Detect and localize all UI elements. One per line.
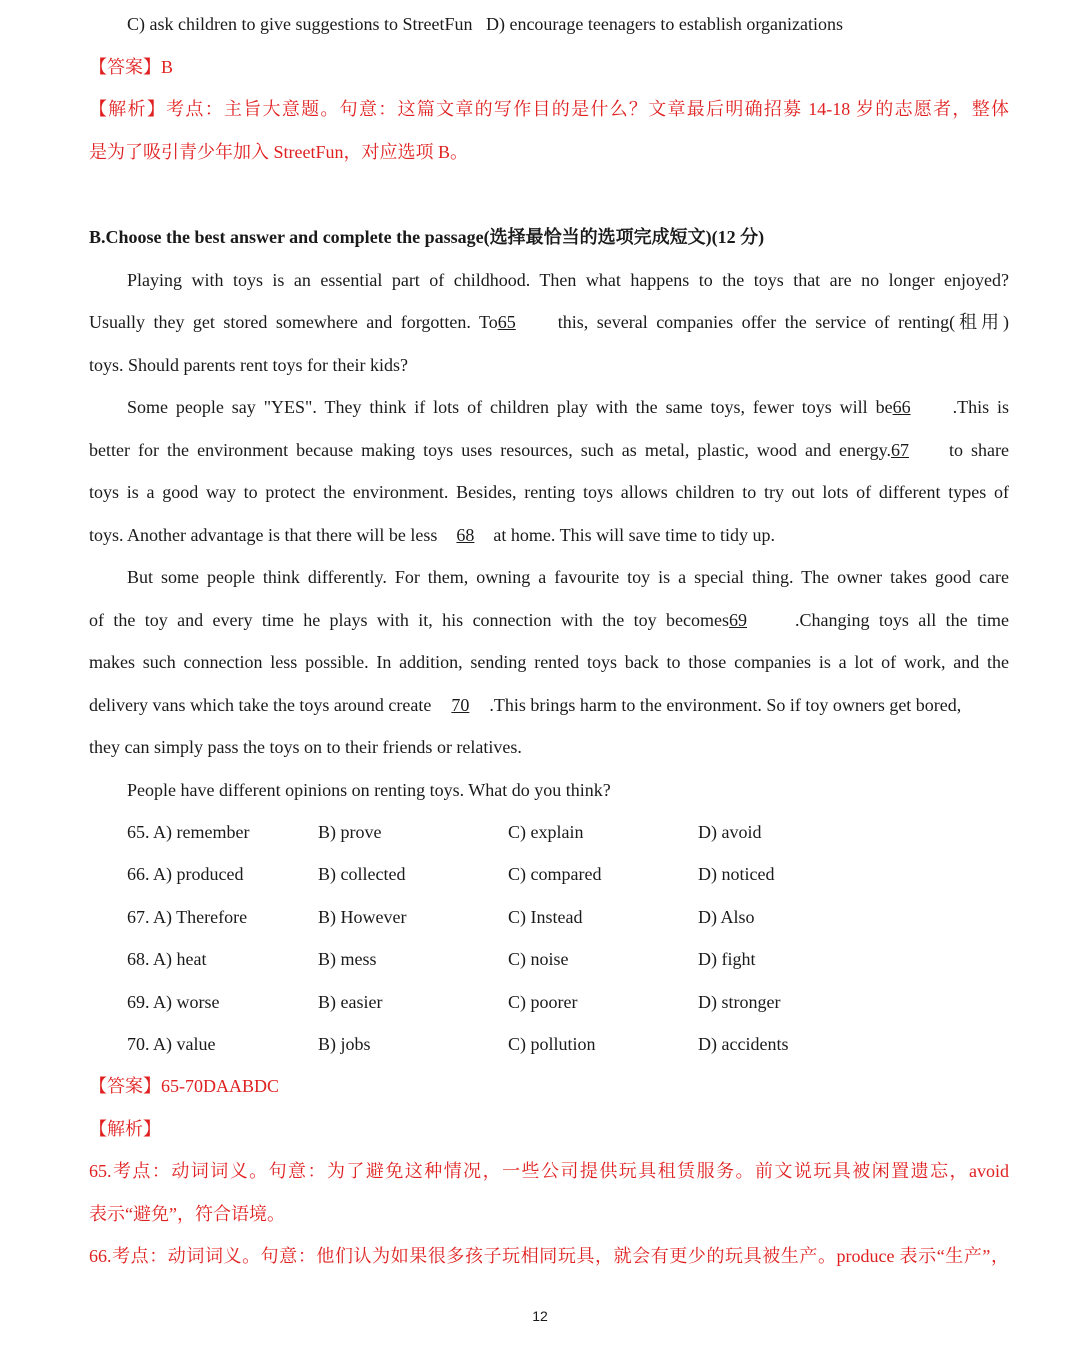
passage-line: makes such connection less possible. In addition, sending rented toys back to those companies is a lot of work, and the [89,652,1009,672]
explanation-line: 表示“避免”，符合语境。 [89,1204,285,1224]
option-a[interactable]: 66. A) produced [127,864,244,884]
option-d[interactable]: D) noticed [698,864,775,884]
option-b[interactable]: B) mess [318,949,377,969]
option-a[interactable]: 68. A) heat [127,949,207,969]
option-d[interactable]: D) fight [698,949,756,969]
passage-line: toys. Should parents rent toys for their kids? [89,355,408,375]
option-a[interactable]: 67. A) Therefore [127,907,248,927]
page-number: 12 [532,1308,548,1324]
blank-68[interactable]: 68 [456,525,475,545]
prev-question-options: C) ask children to give suggestions to StreetFun D) encourage teenagers to establish organizations [127,14,844,34]
passage-line: Some people say "YES". They think if lots of children play with the same toys, fewer toys will be66 .This is [127,397,1009,417]
passage-line: they can simply pass the toys on to their friends or relatives. [89,737,522,757]
section-title: B.Choose the best answer and complete the passage(选择最恰当的选项完成短文)(12 分) [89,227,765,247]
passage-line: toys is a good way to protect the environment. Besides, renting toys allows children to try out lots of different types of [89,482,1009,502]
passage-line: toys. Another advantage is that there will be less 68 at home. This will save time to tidy up. [89,525,776,545]
blank-70[interactable]: 70 [451,695,470,715]
blank-69[interactable]: 69 [729,610,748,630]
option-a[interactable]: 70. A) value [127,1034,216,1054]
passage-line: delivery vans which take the toys around create 70 .This brings harm to the environment. So if toy owners get bored, [89,695,962,715]
option-c[interactable]: C) noise [508,949,569,969]
blank-66[interactable]: 66 [892,397,911,417]
option-c[interactable]: C) Instead [508,907,583,927]
option-a[interactable]: 69. A) worse [127,992,220,1012]
option-d[interactable]: D) avoid [698,822,762,842]
answer-label: 【答案】65-70DAABDC [89,1076,280,1096]
option-b[interactable]: B) jobs [318,1034,371,1054]
passage-line: Playing with toys is an essential part of childhood. Then what happens to the toys that are no longer enjoyed? [127,270,1009,290]
option-d[interactable]: D) Also [698,907,755,927]
option-c[interactable]: C) pollution [508,1034,596,1054]
option-b[interactable]: B) easier [318,992,383,1012]
option-b[interactable]: B) However [318,907,407,927]
answer-label: 【答案】B [89,57,174,77]
analysis-line: 【解析】考点：主旨大意题。句意：这篇文章的写作目的是什么？文章最后明确招募 14-18 岁的志愿者，整体 [89,99,1009,119]
option-d[interactable]: D) stronger [698,992,781,1012]
option-b[interactable]: B) collected [318,864,406,884]
option-d[interactable]: D) accidents [698,1034,789,1054]
passage-line: better for the environment because making toys uses resources, such as metal, plastic, wood and energy.67 to share [89,440,1009,460]
passage-line: But some people think differently. For them, owning a favourite toy is a special thing. The owner takes good care [127,567,1009,587]
explanation-line: 66.考点：动词词义。句意：他们认为如果很多孩子玩相同玩具，就会有更少的玩具被生产。produce 表示“生产”， [89,1246,1009,1266]
option-b[interactable]: B) prove [318,822,382,842]
passage-line: of the toy and every time he plays with it, his connection with the toy becomes69 .Changing toys all the time [89,610,1009,630]
blank-67[interactable]: 67 [890,440,909,460]
blank-65[interactable]: 65 [497,312,516,332]
option-c[interactable]: C) poorer [508,992,578,1012]
analysis-title: 【解析】 [89,1119,161,1139]
passage-line: Usually they get stored somewhere and forgotten. To65 this, several companies offer the service of renting(租用) [89,312,1009,332]
option-c[interactable]: C) explain [508,822,584,842]
option-a[interactable]: 65. A) remember [127,822,250,842]
passage-line: People have different opinions on renting toys. What do you think? [127,780,611,800]
explanation-line: 65.考点：动词词义。句意：为了避免这种情况，一些公司提供玩具租赁服务。前文说玩具被闲置遗忘，avoid [89,1161,1009,1181]
option-c[interactable]: C) compared [508,864,602,884]
analysis-line: 是为了吸引青少年加入 StreetFun，对应选项 B。 [89,142,469,162]
